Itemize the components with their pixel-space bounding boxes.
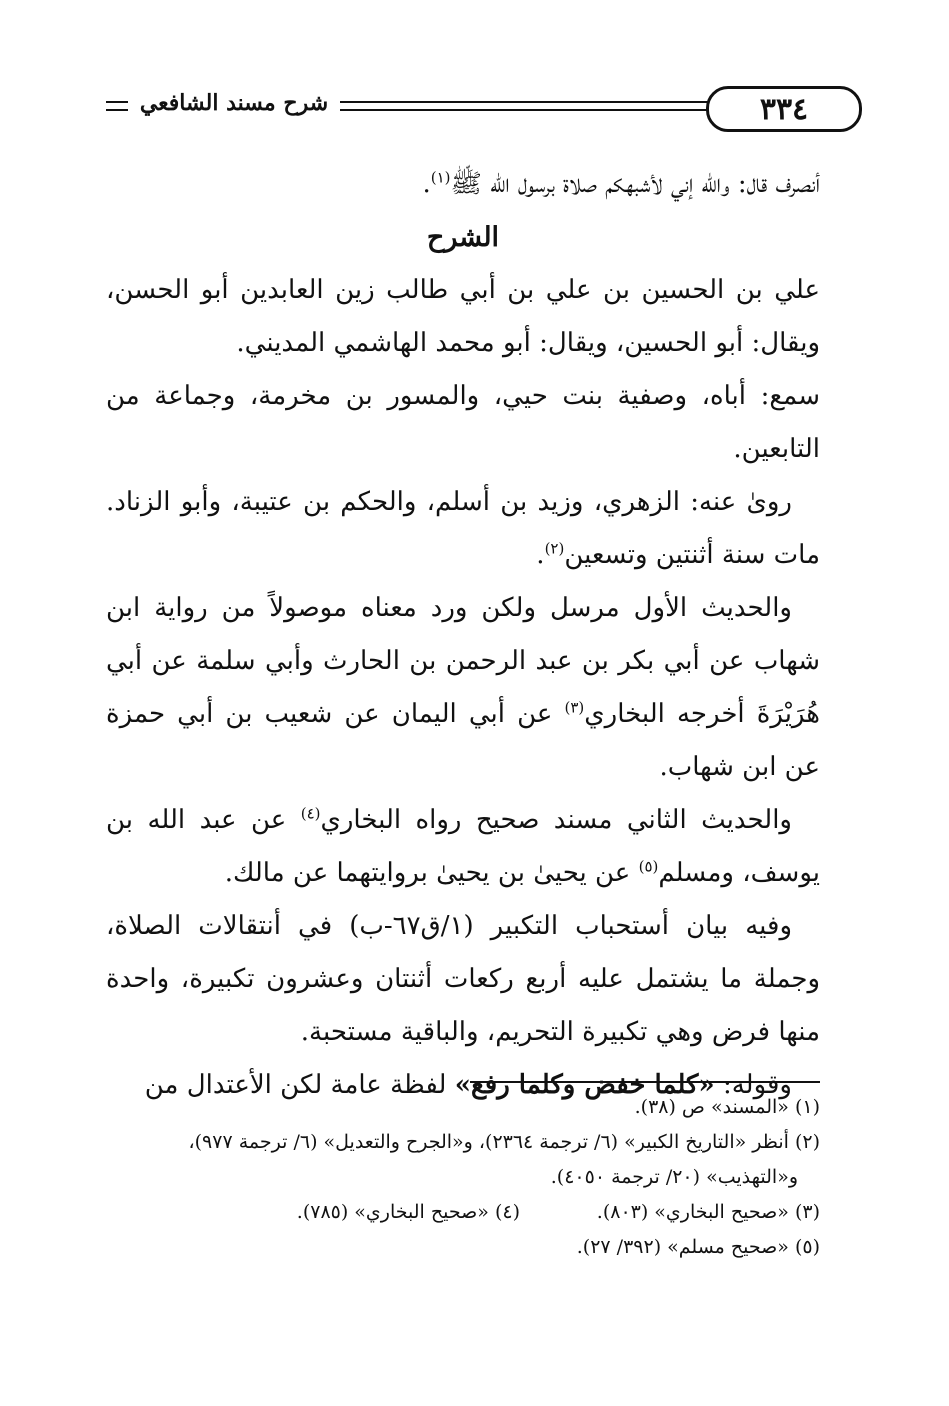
- footnote-separator: [470, 1081, 820, 1083]
- footnote-row: [106, 1195, 820, 1230]
- footnotes: [106, 1090, 820, 1265]
- paragraph-text: .: [536, 540, 545, 570]
- main-text: [106, 158, 820, 1112]
- paragraph-text: لفظة عامة لكن الأعتدال من: [144, 1070, 455, 1100]
- footnote-4: (٤) «صحيح البخاري» (٧٨٥).: [296, 1201, 520, 1223]
- section-heading: الشرح: [426, 222, 500, 253]
- paragraph-text: والحديث الأول مرسل ولكن ورد معناه موصولاً من رواية ابن شهاب عن أبي بكر بن عبد الرحمن بن الحارث وأبي سلمة عن أبي هُرَيْرَةَ أخرجه البخاري: [106, 593, 820, 729]
- footnote-2-continuation: و«التهذيب» (٢٠/ ترجمة ٤٠٥٠).: [550, 1166, 798, 1188]
- footnote-ref: (٢): [544, 539, 565, 558]
- paragraph: [106, 476, 820, 582]
- paragraph: علي بن الحسين بن علي بن أبي طالب زين العابدين أبو الحسن، ويقال: أبو الحسين، ويقال: أبو محمد الهاشمي المديني.: [106, 275, 821, 358]
- footnote-ref: (١): [430, 168, 451, 187]
- footnote-3: (٣) «صحيح البخاري» (٨٠٣).: [596, 1201, 820, 1223]
- quoted-phrase: «كلما خفض وكلما رفع»: [454, 1070, 715, 1100]
- footnote-1: (١) «المسند» ص (٣٨).: [634, 1096, 820, 1118]
- footnote-ref: (٣): [564, 698, 585, 717]
- paragraph-text: عن عبد الله بن يوسف، ومسلم: [106, 805, 820, 888]
- footnote-2: (٢) أنظر «التاريخ الكبير» (٦/ ترجمة ٢٣٦٤)، و«الجرح والتعديل» (٦/ ترجمة ٩٧٧)،: [188, 1131, 820, 1153]
- paragraph: وفيه بيان أستحباب التكبير (١/ق٦٧-ب) في أنتقالات الصلاة، وجملة ما يشتمل عليه أربع ركعات أثنتان وعشرون تكبيرة، واحدة منها فرض وهي تكبيرة التحريم، والباقية مستحبة.: [106, 911, 820, 1047]
- paragraph-text: عن أبي اليمان عن شعيب بن أبي حمزة عن ابن شهاب.: [106, 699, 820, 782]
- paragraph-text: والحديث الثاني مسند صحيح رواه البخاري: [320, 805, 792, 835]
- page-header: [106, 80, 820, 134]
- footnote-5: (٥) «صحيح مسلم» (٣٩٢/ ٢٧).: [576, 1236, 820, 1258]
- page-number: ٣٣٤: [706, 86, 862, 132]
- footnote-ref: (٥): [638, 857, 659, 876]
- paragraph: [106, 794, 820, 900]
- paragraph: سمع: أباه، وصفية بنت حيي، والمسور بن مخرمة، وجماعة من التابعين.: [106, 381, 820, 464]
- paragraph: [106, 158, 820, 211]
- running-title: شرح مسند الشافعي: [128, 90, 340, 116]
- paragraph: [106, 582, 820, 794]
- paragraph-text: .: [422, 169, 431, 199]
- footnote-ref: (٤): [300, 804, 321, 823]
- paragraph-text: أنصرف قال: والله إني لأشبهكم صلاة برسول الله ﷺ: [450, 169, 820, 199]
- paragraph-text: روىٰ عنه: الزهري، وزيد بن أسلم، والحكم بن عتيبة، وأبو الزناد. مات سنة أثنتين وتسعين: [106, 487, 820, 570]
- paragraph-text: عن يحيىٰ بن يحيىٰ بروايتهما عن مالك.: [224, 858, 639, 888]
- paragraph-text: وقوله:: [714, 1070, 792, 1100]
